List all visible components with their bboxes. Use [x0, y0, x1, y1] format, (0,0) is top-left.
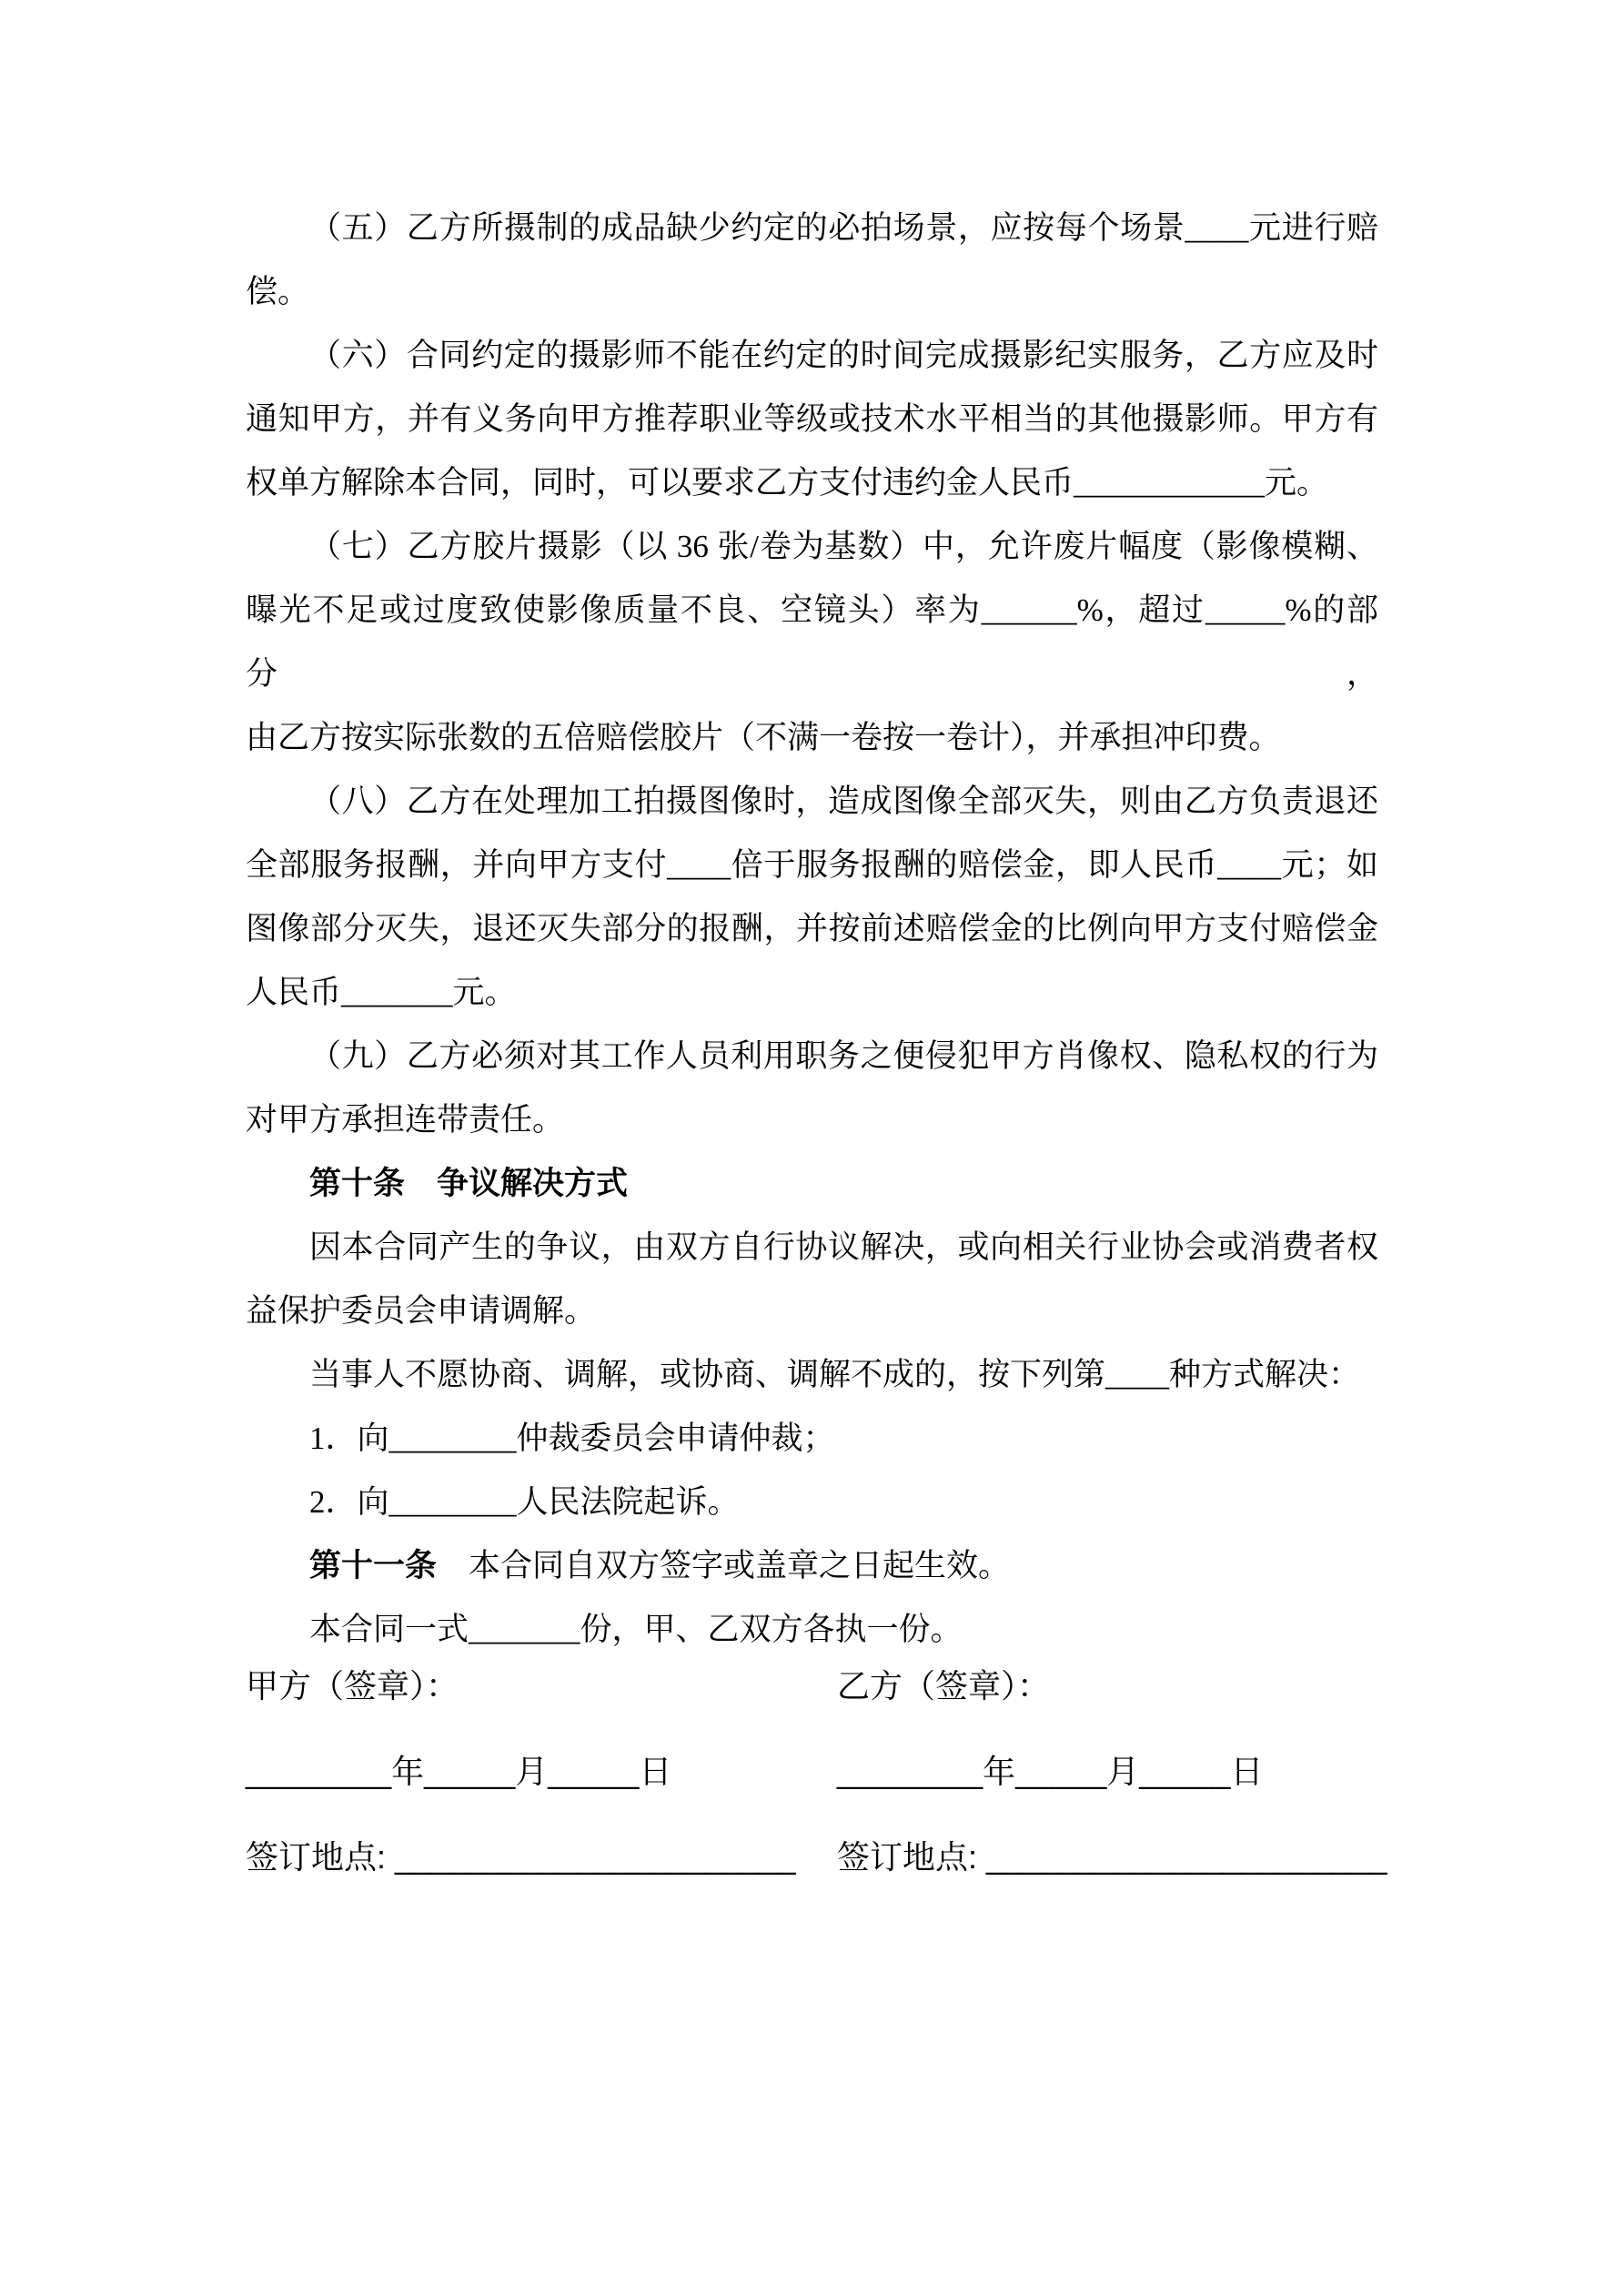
party-a-date-line: ________年_____月_____日 — [246, 1753, 672, 1790]
text-segment: （六）合同约定的摄影师不能在约定的时间完成摄影纪实服务，乙方应及时 — [309, 338, 1378, 373]
text-segment: 本合同自双方签字或盖章之日起生效。 — [437, 1548, 1011, 1583]
text-segment: 益保护委员会申请调解。 — [246, 1293, 597, 1329]
signature-block — [246, 1644, 1387, 1900]
text-segment: （九）乙方必须对其工作人员利用职务之便侵犯甲方肖像权、隐私权的行为 — [309, 1038, 1378, 1074]
clause-6-line-1 — [246, 324, 1378, 388]
clause-6-line-2 — [246, 388, 1378, 451]
text-segment: 通知甲方，并有义务向甲方推荐职业等级或技术水平相当的其他摄影师。甲方有 — [246, 401, 1378, 437]
text-segment: 权单方解除本合同，同时，可以要求乙方支付违约金人民币____________元。 — [246, 465, 1329, 501]
clause-9-line-2 — [246, 1088, 1378, 1152]
clause-10-line-3 — [246, 1343, 1378, 1407]
party-a-seal-label: 甲方（签章）： — [246, 1667, 459, 1704]
text-segment: （七）乙方胶片摄影（以 36 张/卷为基数）中，允许废片幅度（影像模糊、 — [309, 529, 1378, 564]
clause-9-line-1 — [246, 1025, 1378, 1088]
text-segment: 曝光不足或过度致使影像质量不良、空镜头）率为______%，超过_____%的部分， — [246, 592, 1378, 692]
clause-10-heading — [246, 1152, 1378, 1216]
text-segment: 因本合同产生的争议，由双方自行协议解决，或向相关行业协会或消费者权 — [309, 1229, 1378, 1265]
party-b-signature-column — [837, 1644, 1387, 1900]
text-segment: 本合同一式_______份，甲、乙双方各执一份。 — [309, 1612, 963, 1647]
text-segment: 全部服务报酬，并向甲方支付____倍于服务报酬的赔偿金，即人民币____元；如 — [246, 847, 1378, 883]
party-a-place-line: 签订地点: ______________________ — [246, 1838, 796, 1876]
text-segment: （八）乙方在处理加工拍摄图像时，造成图像全部灭失，则由乙方负责退还 — [309, 784, 1378, 819]
bold-text-segment: 第十一条 — [309, 1548, 438, 1583]
text-segment: 图像部分灭失，退还灭失部分的报酬，并按前述赔偿金的比例向甲方支付赔偿金 — [246, 911, 1378, 946]
clause-7-line-3 — [246, 706, 1378, 770]
text-segment: 当事人不愿协商、调解，或协商、调解不成的，按下列第____种方式解决： — [309, 1357, 1361, 1392]
arbitration-option-line — [246, 1407, 1378, 1471]
clause-8-line-3 — [246, 897, 1378, 961]
contract-body — [246, 197, 1378, 1662]
bold-text-segment: 第十条 争议解决方式 — [309, 1166, 629, 1201]
clause-10-line-2 — [246, 1279, 1378, 1343]
text-segment: 由乙方按实际张数的五倍赔偿胶片（不满一卷按一卷计），并承担冲印费。 — [246, 720, 1281, 755]
text-segment: 偿。 — [246, 274, 310, 309]
text-segment: 对甲方承担连带责任。 — [246, 1102, 565, 1138]
clause-5-line-2 — [246, 260, 1378, 324]
clause-10-line-1 — [246, 1216, 1378, 1279]
court-option-line — [246, 1471, 1378, 1534]
text-segment: 2．向________人民法院起诉。 — [309, 1484, 740, 1520]
party-b-seal-label: 乙方（签章）： — [837, 1667, 1051, 1704]
clause-7-line-2 — [246, 579, 1378, 706]
clause-5-line-1 — [246, 197, 1378, 260]
text-segment: 1．向________仲裁委员会申请仲裁； — [309, 1421, 835, 1456]
clause-6-line-3 — [246, 451, 1378, 515]
text-segment: 人民币_______元。 — [246, 975, 517, 1010]
party-b-date-line: ________年_____月_____日 — [837, 1753, 1264, 1790]
text-segment: （五）乙方所摄制的成品缺少约定的必拍场景，应按每个场景____元进行赔 — [309, 210, 1378, 246]
party-a-signature-column — [246, 1644, 837, 1900]
clause-8-line-4 — [246, 961, 1378, 1025]
clause-8-line-1 — [246, 770, 1378, 834]
clause-11-line — [246, 1534, 1378, 1598]
clause-8-line-2 — [246, 834, 1378, 897]
party-b-place-line: 签订地点: ______________________ — [837, 1838, 1387, 1876]
clause-7-line-1 — [246, 515, 1378, 579]
